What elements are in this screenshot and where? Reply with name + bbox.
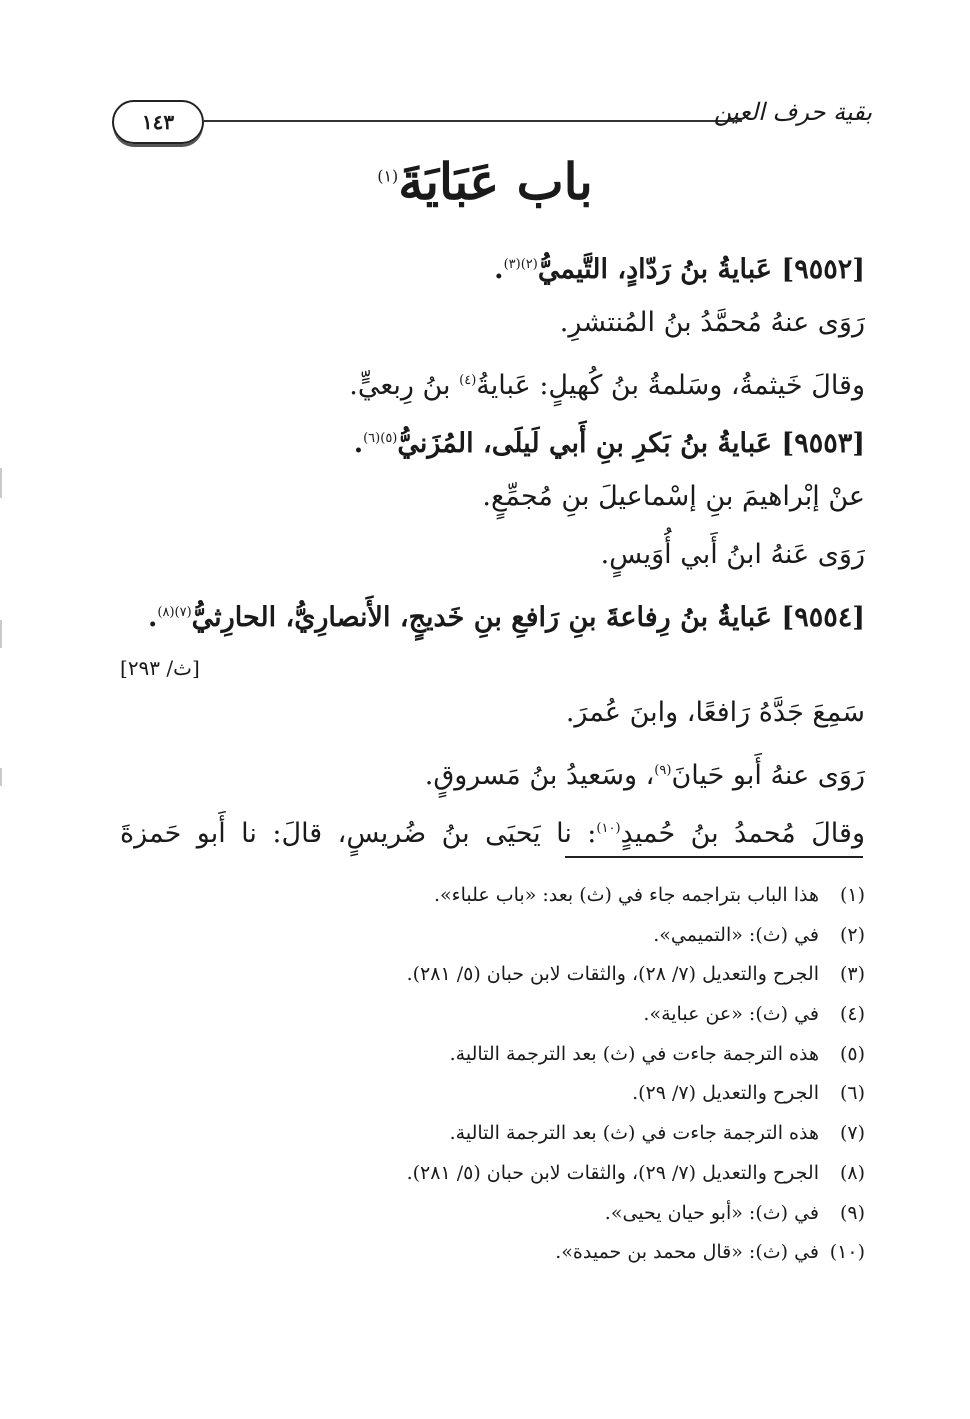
main-text xyxy=(120,236,865,858)
text-line: رَوَى عنهُ أَبو حَيانَ$^{(٩)}$، وسَعيدُ بنُ مَسروقٍ. xyxy=(424,760,865,791)
footnote-number: (١٠) xyxy=(829,1241,865,1264)
footnote-ref: (٩) xyxy=(654,763,672,778)
footnote xyxy=(325,1194,865,1234)
footnote xyxy=(325,1074,865,1114)
footnote-text: الجرح والتعديل (٧/ ٢٨)، والثقات لابن حبان (٥/ ٢٨١). xyxy=(406,963,819,986)
footnote-ref: (٤) xyxy=(459,373,477,388)
entry-heading: [٩٥٥٤] عَبايةُ بنُ رِفاعةَ بنِ رَافعِ بنِ خَديجٍ، الأَنصارِيُّ، الحارِثيُّ$^{(٧)(٨)}$. xyxy=(147,602,865,633)
footnote-ref: (٥)(٦) xyxy=(363,431,398,446)
footnote-ref: (١٠) xyxy=(596,821,621,836)
footnote-number: (٨) xyxy=(839,1161,865,1184)
footnote xyxy=(325,1035,865,1075)
footnote-number: (٤) xyxy=(839,1003,865,1026)
page-header xyxy=(112,98,872,148)
footnote-separator xyxy=(565,856,863,858)
scan-edge-mark xyxy=(0,768,2,786)
footnote xyxy=(325,955,865,995)
scan-edge-mark xyxy=(0,620,2,648)
footnote-number: (٩) xyxy=(839,1201,865,1224)
header-rule xyxy=(204,120,742,122)
chapter-title xyxy=(0,152,970,211)
footnote-number: (٧) xyxy=(839,1122,865,1145)
footnote xyxy=(325,1233,865,1273)
footnote-ref: (٢)(٣) xyxy=(503,257,538,272)
footnote-text: في (ث): «عن عباية». xyxy=(643,1003,819,1026)
footnote-text: في (ث): «التميمي». xyxy=(653,923,819,946)
footnotes xyxy=(325,876,865,1273)
chapter-title-text: باب عَبَايَةَ xyxy=(398,152,593,211)
footnote-number: (٦) xyxy=(839,1082,865,1105)
footnote xyxy=(325,995,865,1035)
footnote-text: هذه الترجمة جاءت في (ث) بعد الترجمة التالية. xyxy=(449,1042,819,1065)
text-line: عنْ إبْراهيمَ بنِ إسْماعيلَ بنِ مُجمِّعٍ. xyxy=(482,481,865,512)
footnote xyxy=(325,1114,865,1154)
footnote-number: (١) xyxy=(839,884,865,906)
page-number: ١٤٣ xyxy=(112,100,204,144)
entry-heading: [٩٥٥٣] عَبايةُ بنُ بَكرِ بنِ أَبي لَيلَى، المُزَنيُّ$^{(٥)(٦)}$. xyxy=(353,428,865,459)
footnote-number: (٢) xyxy=(839,923,865,946)
footnote-text: في (ث): «قال محمد بن حميدة». xyxy=(555,1241,819,1264)
footnote-text: الجرح والتعديل (٧/ ٢٩). xyxy=(632,1082,819,1105)
entry-heading: [٩٥٥٢] عَبايةُ بنُ رَدّادٍ، التَّيميُّ$^{(٢)(٣)}$. xyxy=(494,254,865,285)
chapter-title-note: (١) xyxy=(377,166,399,186)
footnote-text: هذا الباب بتراجمه جاء في (ث) بعد: «باب علباء». xyxy=(433,884,819,906)
text-line: سَمِعَ جَدَّهُ رَافعًا، وابنَ عُمرَ. xyxy=(565,697,865,728)
footnote-text: في (ث): «أبو حيان يحيى». xyxy=(604,1201,819,1224)
manuscript-reference: [ث/ ٢٩٣] xyxy=(120,656,200,680)
footnote xyxy=(325,1154,865,1194)
footnote-text: الجرح والتعديل (٧/ ٢٩)، والثقات لابن حبان (٥/ ٢٨١). xyxy=(406,1161,819,1184)
footnote-number: (٥) xyxy=(839,1042,865,1065)
footnote xyxy=(325,876,865,916)
footnote-number: (٣) xyxy=(839,963,865,986)
running-title: بقية حرف العين xyxy=(713,98,872,126)
text-line: رَوَى عنهُ مُحمَّدُ بنُ المُنتشرِ. xyxy=(559,307,865,338)
text-line: وقالَ خَيثمةُ، وسَلمةُ بنُ كُهيلٍ: عَبايةُ$^{(٤)}$ بنُ رِبعيٍّ. xyxy=(349,370,865,401)
footnote-ref: (٧)(٨) xyxy=(157,605,192,620)
text-line: وقالَ مُحمدُ بنُ حُميدٍ$^{(١٠)}$: نا يَحيَى بنُ ضُريسٍ، قالَ: نا أَبو حَمزةَ xyxy=(120,818,865,849)
scan-edge-mark xyxy=(0,468,2,498)
footnote xyxy=(325,916,865,956)
footnote-text: هذه الترجمة جاءت في (ث) بعد الترجمة التالية. xyxy=(449,1122,819,1145)
text-line: رَوَى عَنهُ ابنُ أَبي أُوَيسٍ. xyxy=(600,539,865,570)
